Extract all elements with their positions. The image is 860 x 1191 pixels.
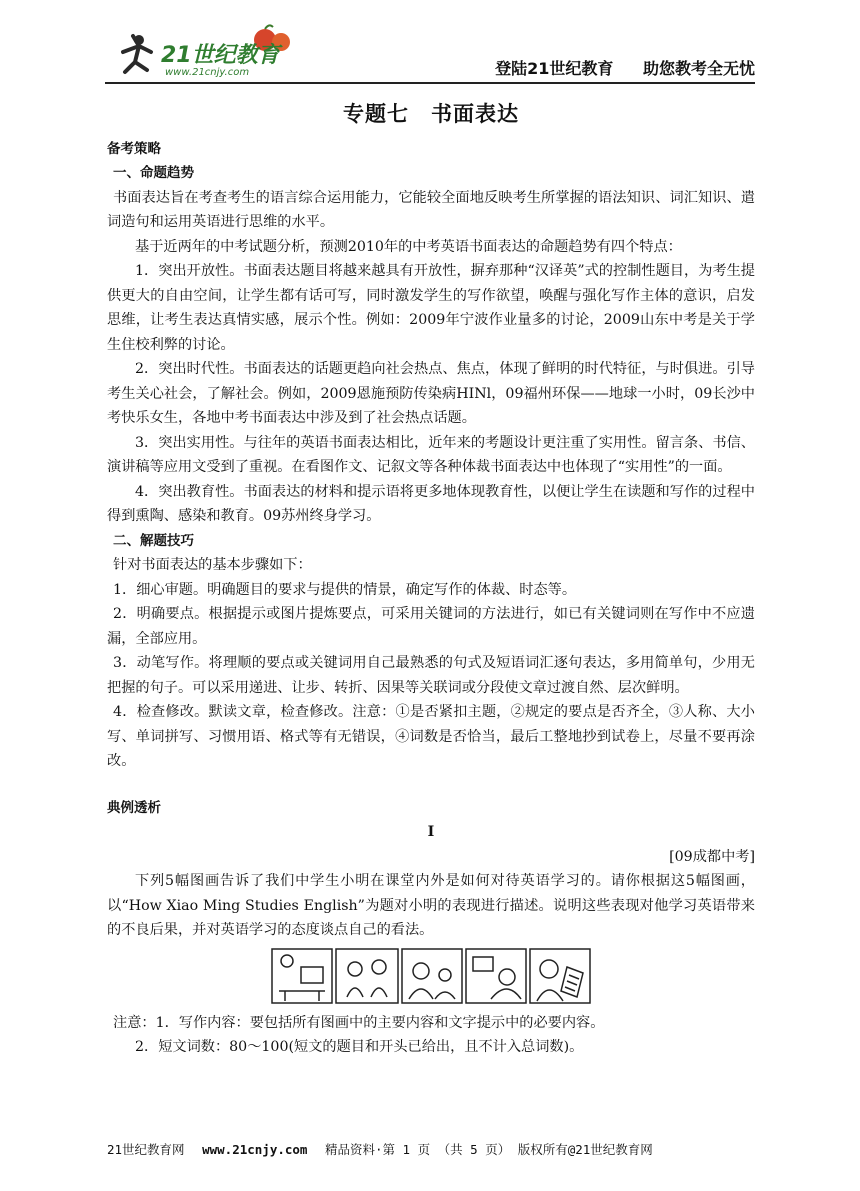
example-number: I: [427, 824, 435, 840]
subheading-techniques: 二、解题技巧: [113, 532, 194, 549]
paragraph-practicality: 3．突出实用性。与往年的英语书面表达相比，近年来的考题设计更注重了实用性。留言条、书信、演讲稿等应用文受到了重视。在看图作文、记叙文等各种体裁书面表达中也体现了“实用性”的一面。: [107, 434, 755, 475]
paragraph-forecast: 基于近两年的中考试题分析，预测2010年的中考英语书面表达的命题趋势有四个特点：: [135, 238, 682, 255]
note-content: 注意：1．写作内容：要包括所有图画中的主要内容和文字提示中的必要内容。: [113, 1014, 605, 1031]
footer-site: 21世纪教育网: [107, 1142, 185, 1157]
footer-page-info: 精品资料·第 1 页 （共 5 页） 版权所有@21世纪教育网: [324, 1142, 653, 1157]
comic-strip: [107, 947, 755, 1005]
logo-graphic: [105, 22, 305, 82]
page-footer: [107, 1140, 757, 1158]
logo[interactable]: [105, 22, 305, 82]
comic-strip-illustration: [271, 947, 592, 1005]
paragraph-step-2: 2．明确要点。根据提示或图片提炼要点，可采用关键词的方法进行，如已有关键词则在写作中不应遗漏，全部应用。: [107, 606, 755, 647]
paragraph-steps-intro: 针对书面表达的基本步骤如下：: [113, 557, 312, 573]
paragraph-task: 下列5幅图画告诉了我们中学生小明在课堂内外是如何对待英语学习的。请你根据这5幅图画，以“How Xiao Ming Studies English”为题对小明的表现进行描述。说明这些表现对他学习英语带来的不良后果，并对英语学习的态度谈点自己的看法。: [107, 873, 755, 938]
paragraph-intro: 书面表达旨在考查考生的语言综合运用能力，它能较全面地反映考生所掌握的语法知识、词汇知识、遣词造句和运用英语进行思维的水平。: [107, 189, 755, 230]
paragraph-step-1: 1．细心审题。明确题目的要求与提供的情景，确定写作的体裁、时态等。: [113, 581, 577, 598]
paragraph-step-3: 3．动笔写作。将理顺的要点或关键词用自己最熟悉的句式及短语词汇逐句表达，多用简单句，少用无把握的句子。可以采用递进、让步、转折、因果等关联词或分段使文章过渡自然、层次鲜明。: [107, 655, 755, 696]
svg-text:21世纪教育: 21世纪教育: [161, 43, 280, 68]
paragraph-timeliness: 2．突出时代性。书面表达的话题更趋向社会热点、焦点，体现了鲜明的时代特征，与时俱进。引导考生关心社会，了解社会。例如，2009恩施预防传染病HINl，09福州环保——地球一小时，09长沙中考快乐女生，各地中考书面表达中涉及到了社会热点话题。: [107, 361, 755, 426]
header-slogan: [471, 56, 755, 79]
slogan-tagline: 助您教考全无忧: [642, 59, 755, 78]
header-divider: [105, 82, 755, 84]
paragraph-step-4: 4．检查修改。默读文章，检查修改。注意：①是否紧扣主题，②规定的要点是否齐全，③人称、大小写、单词拼写、习惯用语、格式等有无错误，④词数是否恰当，最后工整地抄到试卷上，尽量不要再涂改。: [107, 704, 755, 769]
paragraph-education: 4．突出教育性。书面表达的材料和提示语将更多地体现教育性，以便让学生在读题和写作的过程中得到熏陶、感染和教育。09苏州终身学习。: [107, 483, 755, 524]
footer-url-link[interactable]: www.21cnjy.com: [202, 1142, 308, 1157]
paragraph-openness: 1．突出开放性。书面表达题目将越来越具有开放性，摒弃那种“汉译英”式的控制性题目，为考生提供更大的自由空间，让学生都有话可写，同时激发学生的写作欲望，唤醒与强化写作主体的意识，启发思维，让考生表达真情实感，展示个性。例如：2009年宁波作业量多的讨论，2009山东中考是关于学生住校利弊的讨论。: [107, 263, 755, 353]
page-title: 专题七 书面表达: [343, 102, 519, 126]
subheading-trend: 一、命题趋势: [113, 165, 194, 181]
slogan-login: 登陆21世纪教育: [495, 59, 614, 78]
section-heading-strategy: 备考策略: [107, 140, 161, 157]
note-word-count: 2．短文词数：80～100(短文的题目和开头已给出，且不计入总词数)。: [135, 1039, 584, 1055]
svg-text:www.21cnjy.com: www.21cnjy.com: [165, 67, 250, 78]
page-header: [105, 22, 755, 82]
example-source: [09成都中考]: [669, 848, 755, 865]
section-heading-examples: 典例透析: [107, 799, 161, 816]
document-body: [107, 100, 755, 1060]
